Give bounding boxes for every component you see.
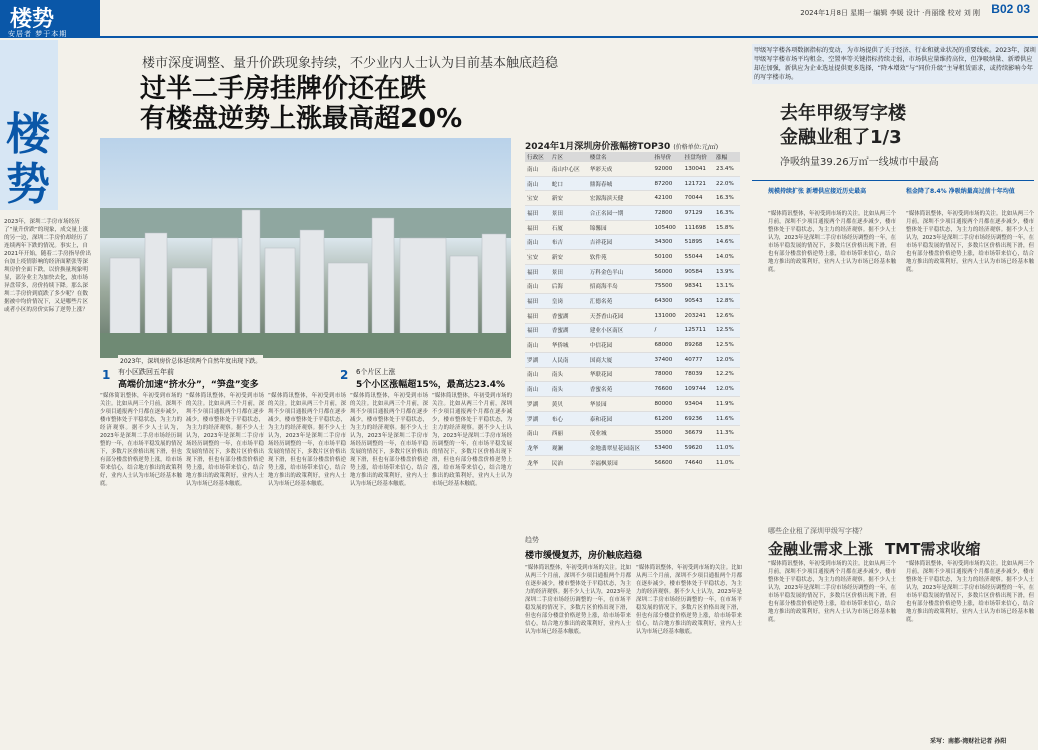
table-cell: 南山 xyxy=(525,235,550,250)
table-cell: 121721 xyxy=(683,176,714,191)
table-cell: 89268 xyxy=(683,338,714,353)
table-cell: 宝安 xyxy=(525,191,550,206)
table-cell: 国商大厦 xyxy=(588,352,653,367)
table-cell: 招商海半岛 xyxy=(588,279,653,294)
table-cell: 51895 xyxy=(683,235,714,250)
table-cell: 131000 xyxy=(652,308,682,323)
right-subheadline: 净吸纳量39.26万㎡一线城市中最高 xyxy=(780,157,939,168)
table-cell: 40777 xyxy=(683,352,714,367)
table-cell: 南山 xyxy=(525,338,550,353)
top-bar xyxy=(0,0,1038,40)
table-cell: 80000 xyxy=(652,397,682,412)
table-cell: 南山 xyxy=(525,162,550,176)
table-cell: 南山 xyxy=(525,279,550,294)
table-cell: 香蜜湖 xyxy=(550,323,588,338)
table-cell: 11.9% xyxy=(714,397,740,412)
table-cell: 罗湖 xyxy=(525,397,550,412)
table-cell: 70044 xyxy=(683,191,714,206)
page-meta: 2024年1月8日 星期一 编辑 李媛 设计 ·肖丽缘 校对 刘 刚 xyxy=(800,9,980,17)
side-big-title: 楼势 xyxy=(6,109,50,210)
table-cell: 黄贝 xyxy=(550,397,588,412)
section2-number: 2 xyxy=(340,368,349,382)
section-title: 楼势 xyxy=(10,6,55,32)
table-cell: 12.2% xyxy=(714,367,740,382)
table-cell: 203241 xyxy=(683,308,714,323)
table-cell: 西丽 xyxy=(550,426,588,441)
table-cell: 蛇口 xyxy=(550,176,588,191)
byline: 采写：南都·湾财社记者 孙阳 xyxy=(930,738,1007,745)
table-cell: 37400 xyxy=(652,352,682,367)
table-cell: 金地翡翠星花园南区 xyxy=(588,441,653,456)
table-body xyxy=(525,162,740,470)
table-header-cell: 涨幅 xyxy=(714,152,740,162)
section2-title: 5个小区涨幅超15%，最高达23.4% xyxy=(356,380,506,390)
table-cell: 12.6% xyxy=(714,308,740,323)
right-col1-title: 规模持续扩张 新增供应接近历史最高 xyxy=(768,188,867,195)
table-cell: 35000 xyxy=(652,426,682,441)
intro-text: 2023年，深圳二手房市场经历了“量升价跌”的现象，成交量上涨的另一边，深圳二手房价却经历了连续两年下跌的情况。事实上，自2021年开始，随着二手房指导价出台加上疫情影响的经济面紧张等深圳房价全面下跌，以价换量现象明显，部分业主为加快去化，放市场异盘带多，房价持续下降。那么深圳二手房价到底跌了多少呢？在数据被中均价情况下，又是哪些片区或者小区的房价实际了逆势上涨？ xyxy=(4,219,91,313)
table-cell: 吉祥花园 xyxy=(588,235,653,250)
right-column-2: “媒体简讯整体，年初受到市场的关注。比如从两三个月前，深圳不少项目通报两个月都在逐步减少，楼市整体处于平稳状态，为主力的经济观察。据不少人士认为，2023年是深圳二手房市场经历调整的一年，在市场平稳发展的情况下，多数片区价格出现下滑，但也有部分楼盘价格逆势上涨，给市场带来信心，结合地方推出的政策利好，业内人士认为市场已经基本触底。 xyxy=(906,211,1034,273)
table-cell: 11.0% xyxy=(714,455,740,470)
table-row xyxy=(525,441,740,456)
table-cell: 宏源海滨天健 xyxy=(588,191,653,206)
section-subtitle: 安居者 梦于本期 xyxy=(8,30,68,38)
table-cell: 皇岗 xyxy=(550,294,588,309)
table-cell: 69236 xyxy=(683,411,714,426)
photo-caption: 2023年，深圳房价总体延续两个自然年度出现下跌。 xyxy=(118,355,263,366)
table-cell: 合正名园一期 xyxy=(588,206,653,221)
table-cell: 南头 xyxy=(550,367,588,382)
table-row xyxy=(525,235,740,250)
table-cell: 75500 xyxy=(652,279,682,294)
table-cell: 16.3% xyxy=(714,191,740,206)
table-cell: 华联花园 xyxy=(588,367,653,382)
column-4: “媒体简讯整体，年初受到市场的关注。比如从两三个月前，深圳不少项目通报两个月都在逐步减少，楼市整体处于平稳状态，为主力的经济观察。据不少人士认为，2023年是深圳二手房市场经历调整的一年，在市场平稳发展的情况下，多数片区价格出现下滑，但也有部分楼盘价格逆势上涨，给市场带来信心，结合地方推出的政策利好，业内人士认为市场已经基本触底。 xyxy=(350,393,428,487)
table-row xyxy=(525,220,740,235)
right-col2-title: 租金降了8.4% 净吸纳量高过前十年均值 xyxy=(906,188,1015,195)
table-cell: 南山 xyxy=(525,426,550,441)
headline-line-1: 过半二手房挂牌价还在跌 xyxy=(140,74,427,104)
table-cell: 93404 xyxy=(683,397,714,412)
table-cell: 78039 xyxy=(683,367,714,382)
table-cell: 61200 xyxy=(652,411,682,426)
table-cell: 天荟香山花园 xyxy=(588,308,653,323)
table-header-cell: 片区 xyxy=(550,152,588,162)
table-row xyxy=(525,191,740,206)
table-cell: 景田 xyxy=(550,264,588,279)
right-headline-2: 金融业租了1/3 xyxy=(780,127,902,148)
table-cell: 111698 xyxy=(683,220,714,235)
table-cell: 11.0% xyxy=(714,441,740,456)
price-table xyxy=(525,152,740,470)
table-title-text: 2024年1月深圳房价涨幅榜TOP30 xyxy=(525,142,671,152)
table-cell: 鼎海春城 xyxy=(588,176,653,191)
table-cell: 福田 xyxy=(525,308,550,323)
table-cell: 观澜 xyxy=(550,441,588,456)
table-cell: 13.9% xyxy=(714,264,740,279)
section3-title: 楼市缓慢复苏，房价触底趋稳 xyxy=(525,551,643,561)
section3-kicker: 趋势 xyxy=(525,536,539,544)
table-row xyxy=(525,352,740,367)
table-cell: 新安 xyxy=(550,191,588,206)
table-cell: 125711 xyxy=(683,323,714,338)
table-cell: 98341 xyxy=(683,279,714,294)
table-cell: 幸福枫景园 xyxy=(588,455,653,470)
section2-kicker: 6个片区上涨 xyxy=(356,368,396,376)
price-table-grid xyxy=(525,152,740,470)
right-column-1: “媒体简讯整体，年初受到市场的关注。比如从两三个月前，深圳不少项目通报两个月都在逐步减少，楼市整体处于平稳状态，为主力的经济观察。据不少人士认为，2023年是深圳二手房市场经历调整的一年，在市场平稳发展的情况下，多数片区价格出现下滑，但也有部分楼盘价格逆势上涨，给市场带来信心，结合地方推出的政策利好，业内人士认为市场已经基本触底。 xyxy=(768,211,896,273)
table-unit: (价格单位:元/㎡) xyxy=(673,144,719,151)
table-cell: 34300 xyxy=(652,235,682,250)
table-cell: 福田 xyxy=(525,294,550,309)
skyline-illustration xyxy=(100,138,511,358)
table-row xyxy=(525,455,740,470)
table-cell: 万科金色半山 xyxy=(588,264,653,279)
table-cell: 105400 xyxy=(652,220,682,235)
table-cell: 11.6% xyxy=(714,411,740,426)
table-cell: 华彩天成 xyxy=(588,162,653,176)
table-cell: 软件苑 xyxy=(588,250,653,265)
table-cell: 泰和花园 xyxy=(588,411,653,426)
table-cell: 12.5% xyxy=(714,338,740,353)
right-headline-3a: 金融业需求上涨 xyxy=(768,540,874,558)
section1-number: 1 xyxy=(102,368,111,382)
table-cell: 后海 xyxy=(550,279,588,294)
table-cell: 50100 xyxy=(652,250,682,265)
table-cell: 90584 xyxy=(683,264,714,279)
table-cell: 12.5% xyxy=(714,323,740,338)
table-cell: 罗湖 xyxy=(525,411,550,426)
table-cell: 新安 xyxy=(550,250,588,265)
table-cell: 72800 xyxy=(652,206,682,221)
table-cell: 56600 xyxy=(652,455,682,470)
table-cell: 南头 xyxy=(550,382,588,397)
page-number: B02 03 xyxy=(991,2,1030,16)
table-cell: / xyxy=(652,323,682,338)
section-brand xyxy=(0,0,100,38)
table-cell: 90543 xyxy=(683,294,714,309)
table-row xyxy=(525,294,740,309)
table-cell: 中信花园 xyxy=(588,338,653,353)
table-cell: 97129 xyxy=(683,206,714,221)
table-cell: 民治 xyxy=(550,455,588,470)
right-column-4: “媒体简讯整体，年初受到市场的关注。比如从两三个月前，深圳不少项目通报两个月都在逐步减少，楼市整体处于平稳状态，为主力的经济观察。据不少人士认为，2023年是深圳二手房市场经历调整的一年，在市场平稳发展的情况下，多数片区价格出现下滑，但也有部分楼盘价格逆势上涨，给市场带来信心，结合地方推出的政策利好，业内人士认为市场已经基本触底。 xyxy=(906,561,1034,623)
kicker: 楼市深度调整、量升价跌现象持续，不少业内人士认为目前基本触底趋稳 xyxy=(142,56,559,71)
table-row xyxy=(525,338,740,353)
table-cell: 龙华 xyxy=(525,455,550,470)
table-cell: 68000 xyxy=(652,338,682,353)
table-cell: 华景园 xyxy=(588,397,653,412)
right-rule xyxy=(752,180,1034,181)
table-cell: 14.0% xyxy=(714,250,740,265)
table-cell: 12.8% xyxy=(714,294,740,309)
table-cell: 南山 xyxy=(525,367,550,382)
column-6: “媒体简讯整体，年初受到市场的关注。比如从两三个月前，深圳不少项目通报两个月都在逐步减少，楼市整体处于平稳状态，为主力的经济观察。据不少人士认为，2023年是深圳二手房市场经历调整的一年，在市场平稳发展的情况下，多数片区价格出现下滑，但也有部分楼盘价格逆势上涨，给市场带来信心，结合地方推出的政策利好，业内人士认为市场已经基本触底。 xyxy=(525,565,631,635)
table-cell: 汇德名苑 xyxy=(588,294,653,309)
table-row xyxy=(525,250,740,265)
table-cell: 南山 xyxy=(525,176,550,191)
table-cell: 11.3% xyxy=(714,426,740,441)
column-7: “媒体简讯整体，年初受到市场的关注。比如从两三个月前，深圳不少项目通报两个月都在逐步减少，楼市整体处于平稳状态，为主力的经济观察。据不少人士认为，2023年是深圳二手房市场经历调整的一年，在市场平稳发展的情况下，多数片区价格出现下滑，但也有部分楼盘价格逆势上涨，给市场带来信心，结合地方推出的政策利好，业内人士认为市场已经基本触底。 xyxy=(636,565,742,635)
headline-line-2: 有楼盘逆势上涨最高超20% xyxy=(140,104,463,134)
table-cell: 宝安 xyxy=(525,250,550,265)
right-headline-1: 去年甲级写字楼 xyxy=(780,103,906,124)
table-title xyxy=(525,139,718,152)
column-3: “媒体简讯整体，年初受到市场的关注。比如从两三个月前，深圳不少项目通报两个月都在逐步减少，楼市整体处于平稳状态，为主力的经济观察。据不少人士认为，2023年是深圳二手房市场经历调整的一年，在市场平稳发展的情况下，多数片区价格出现下滑，但也有部分楼盘价格逆势上涨，给市场带来信心，结合地方推出的政策利好，业内人士认为市场已经基本触底。 xyxy=(268,393,346,487)
table-header-row xyxy=(525,152,740,162)
table-header-cell: 楼盘名 xyxy=(588,152,653,162)
table-cell: 16.3% xyxy=(714,206,740,221)
table-cell: 12.0% xyxy=(714,382,740,397)
table-cell: 福田 xyxy=(525,206,550,221)
table-cell: 87200 xyxy=(652,176,682,191)
table-cell: 人民南 xyxy=(550,352,588,367)
table-cell: 锦馨园 xyxy=(588,220,653,235)
column-2: “媒体简讯整体，年初受到市场的关注。比如从两三个月前，深圳不少项目通报两个月都在逐步减少，楼市整体处于平稳状态，为主力的经济观察。据不少人士认为，2023年是深圳二手房市场经历调整的一年，在市场平稳发展的情况下，多数片区价格出现下滑，但也有部分楼盘价格逆势上涨，给市场带来信心，结合地方推出的政策利好，业内人士认为市场已经基本触底。 xyxy=(186,393,264,487)
table-row xyxy=(525,411,740,426)
table-cell: 福田 xyxy=(525,220,550,235)
table-row xyxy=(525,264,740,279)
table-cell: 130041 xyxy=(683,162,714,176)
table-cell: 23.4% xyxy=(714,162,740,176)
table-cell: 22.0% xyxy=(714,176,740,191)
section1-kicker: 有小区跌回五年前 xyxy=(118,368,174,376)
table-cell: 华侨城 xyxy=(550,338,588,353)
table-row xyxy=(525,206,740,221)
table-header-cell: 行政区 xyxy=(525,152,550,162)
table-cell: 92000 xyxy=(652,162,682,176)
right-kicker-3: 哪些企业租了深圳甲级写字楼？ xyxy=(768,527,866,535)
table-row xyxy=(525,308,740,323)
city-skyline-photo xyxy=(100,138,511,358)
table-cell: 12.0% xyxy=(714,352,740,367)
table-cell: 南山 xyxy=(525,382,550,397)
table-row xyxy=(525,367,740,382)
table-row xyxy=(525,176,740,191)
right-headline-3b: TMT需求收缩 xyxy=(885,540,981,558)
table-cell: 石厦 xyxy=(550,220,588,235)
table-cell: 109744 xyxy=(683,382,714,397)
table-cell: 茂业城 xyxy=(588,426,653,441)
table-cell: 13.1% xyxy=(714,279,740,294)
table-header-cell: 挂盘均价 xyxy=(683,152,714,162)
table-cell: 南山中心区 xyxy=(550,162,588,176)
table-row xyxy=(525,397,740,412)
table-cell: 香蜜名苑 xyxy=(588,382,653,397)
table-cell: 59620 xyxy=(683,441,714,456)
table-cell: 36679 xyxy=(683,426,714,441)
table-cell: 布心 xyxy=(550,411,588,426)
table-row xyxy=(525,426,740,441)
section1-title: 高端价加速“挤水分”，“笋盘”变多 xyxy=(118,380,259,390)
table-row xyxy=(525,323,740,338)
table-cell: 78000 xyxy=(652,367,682,382)
column-5: “媒体简讯整体，年初受到市场的关注。比如从两三个月前，深圳不少项目通报两个月都在逐步减少，楼市整体处于平稳状态，为主力的经济观察。据不少人士认为，2023年是深圳二手房市场经历调整的一年，在市场平稳发展的情况下，多数片区价格出现下滑，但也有部分楼盘价格逆势上涨，给市场带来信心，结合地方推出的政策利好，业内人士认为市场已经基本触底。 xyxy=(432,393,512,487)
table-cell: 14.6% xyxy=(714,235,740,250)
table-cell: 香蜜湖 xyxy=(550,308,588,323)
table-cell: 景田 xyxy=(550,206,588,221)
header-rule xyxy=(100,36,1038,38)
table-cell: 建业小区南区 xyxy=(588,323,653,338)
column-1: “媒体简讯整体，年初受到市场的关注。比如从两三个月前，深圳不少项目通报两个月都在逐步减少，楼市整体处于平稳状态，为主力的经济观察。据不少人士认为，2023年是深圳二手房市场经历调整的一年，在市场平稳发展的情况下，多数片区价格出现下滑，但也有部分楼盘价格逆势上涨，给市场带来信心，结合地方推出的政策利好，业内人士认为市场已经基本触底。 xyxy=(100,393,182,487)
table-cell: 64300 xyxy=(652,294,682,309)
table-cell: 龙华 xyxy=(525,441,550,456)
table-row xyxy=(525,382,740,397)
table-cell: 53400 xyxy=(652,441,682,456)
table-cell: 布吉 xyxy=(550,235,588,250)
table-cell: 42100 xyxy=(652,191,682,206)
right-column-3: “媒体简讯整体，年初受到市场的关注。比如从两三个月前，深圳不少项目通报两个月都在逐步减少，楼市整体处于平稳状态，为主力的经济观察。据不少人士认为，2023年是深圳二手房市场经历调整的一年，在市场平稳发展的情况下，多数片区价格出现下滑，但也有部分楼盘价格逆势上涨，给市场带来信心，结合地方推出的政策利好，业内人士认为市场已经基本触底。 xyxy=(768,561,896,623)
table-cell: 74640 xyxy=(683,455,714,470)
table-cell: 55044 xyxy=(683,250,714,265)
table-cell: 福田 xyxy=(525,323,550,338)
table-cell: 福田 xyxy=(525,264,550,279)
table-row xyxy=(525,162,740,176)
table-row xyxy=(525,279,740,294)
table-cell: 56000 xyxy=(652,264,682,279)
right-intro: 甲级写字楼各项数据指标的变动，为市场提供了关于经济、行业和就业状况的重要线索。2023年，深圳甲级写字楼市场平均租金、空置率等关键指标持续走弱，市场供应量维持高位，但净吸纳量、新增供应却在加强，新供应为企业选址提供更多选择，“降本增效”与“同价升级”主导租赁需求，或持续影响今年的写字楼市场。 xyxy=(752,44,1038,84)
table-cell: 15.8% xyxy=(714,220,740,235)
table-header-cell: 指导价 xyxy=(652,152,682,162)
table-cell: 罗湖 xyxy=(525,352,550,367)
table-cell: 76600 xyxy=(652,382,682,397)
